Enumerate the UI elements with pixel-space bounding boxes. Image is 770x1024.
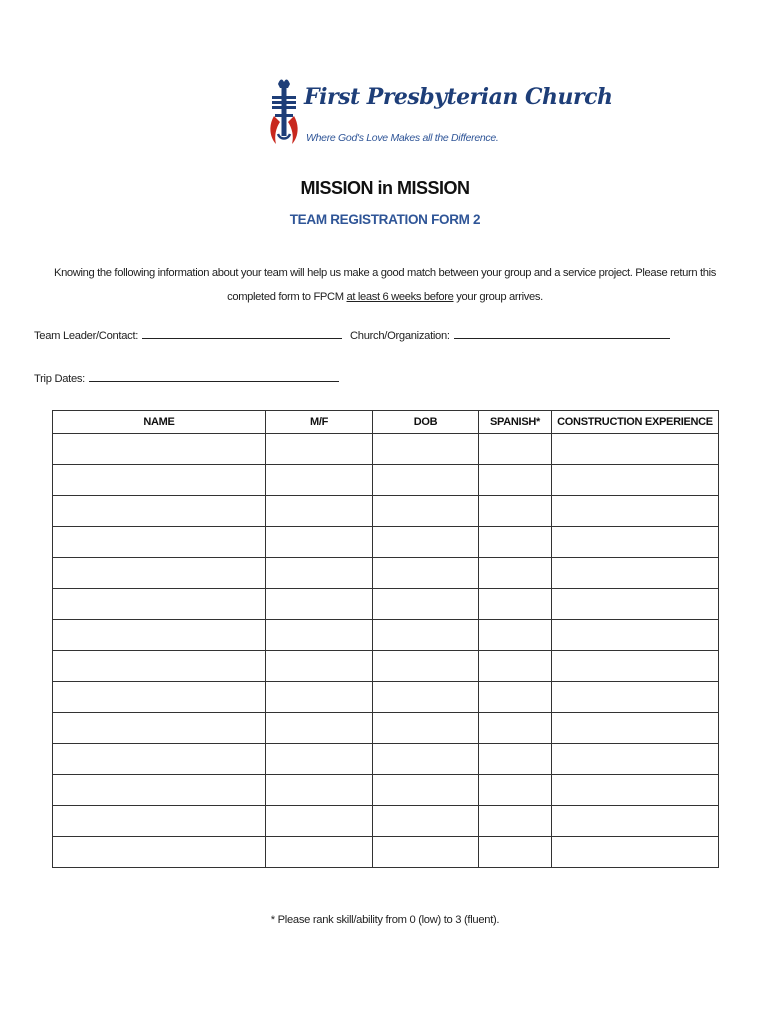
table-row — [53, 775, 719, 806]
table-cell[interactable] — [479, 496, 552, 527]
table-cell[interactable] — [479, 651, 552, 682]
team-leader-field — [34, 328, 342, 342]
table-cell[interactable] — [552, 527, 719, 558]
table-cell[interactable] — [53, 682, 266, 713]
table-cell[interactable] — [373, 837, 479, 868]
logo-church-name: First Presbyterian Church — [304, 84, 613, 110]
table-cell[interactable] — [53, 620, 266, 651]
column-header: M/F — [266, 411, 373, 434]
table-cell[interactable] — [373, 682, 479, 713]
table-cell[interactable] — [479, 620, 552, 651]
table-cell[interactable] — [552, 465, 719, 496]
page-title: MISSION in MISSION — [300, 178, 470, 198]
table-cell[interactable] — [53, 527, 266, 558]
table-cell[interactable] — [373, 434, 479, 465]
logo-tagline: Where God's Love Makes all the Difference. — [306, 132, 499, 144]
table-cell[interactable] — [479, 806, 552, 837]
table-cell[interactable] — [373, 620, 479, 651]
table-row — [53, 465, 719, 496]
table-cell[interactable] — [266, 496, 373, 527]
table-cell[interactable] — [552, 558, 719, 589]
table-row — [53, 837, 719, 868]
table-cell[interactable] — [479, 589, 552, 620]
table-cell[interactable] — [266, 527, 373, 558]
table-cell[interactable] — [53, 434, 266, 465]
table-cell[interactable] — [53, 651, 266, 682]
table-cell[interactable] — [266, 837, 373, 868]
intro-paragraph — [30, 261, 740, 309]
table-row — [53, 589, 719, 620]
table-cell[interactable] — [479, 713, 552, 744]
table-cell[interactable] — [552, 651, 719, 682]
column-header: NAME — [53, 411, 266, 434]
table-cell[interactable] — [266, 620, 373, 651]
church-label: Church/Organization: — [350, 330, 450, 342]
trip-dates-field — [34, 371, 339, 385]
table-cell[interactable] — [479, 775, 552, 806]
team-roster-table — [52, 410, 719, 868]
table-row — [53, 558, 719, 589]
trip-dates-blank[interactable] — [89, 371, 339, 382]
table-cell[interactable] — [53, 713, 266, 744]
table-row — [53, 651, 719, 682]
table-cell[interactable] — [479, 837, 552, 868]
table-row — [53, 744, 719, 775]
table-cell[interactable] — [53, 589, 266, 620]
table-cell[interactable] — [266, 682, 373, 713]
table-cell[interactable] — [552, 806, 719, 837]
table-cell[interactable] — [266, 713, 373, 744]
table-cell[interactable] — [373, 651, 479, 682]
form-subtitle: TEAM REGISTRATION FORM 2 — [289, 212, 481, 227]
church-field — [350, 328, 670, 342]
table-cell[interactable] — [552, 837, 719, 868]
table-cell[interactable] — [53, 806, 266, 837]
intro-text-1: Knowing the following information about your team will help us make a good match between your group and a service project. Please return this completed form to FPCM — [53, 267, 717, 303]
table-cell[interactable] — [266, 558, 373, 589]
table-cell[interactable] — [266, 589, 373, 620]
table-cell[interactable] — [373, 589, 479, 620]
team-leader-label: Team Leader/Contact: — [34, 330, 139, 342]
table-cell[interactable] — [479, 558, 552, 589]
table-cell[interactable] — [552, 434, 719, 465]
table-cell[interactable] — [373, 713, 479, 744]
team-leader-blank[interactable] — [142, 328, 342, 339]
table-cell[interactable] — [552, 620, 719, 651]
table-cell[interactable] — [479, 434, 552, 465]
table-row — [53, 496, 719, 527]
table-cell[interactable] — [53, 558, 266, 589]
table-cell[interactable] — [53, 465, 266, 496]
table-cell[interactable] — [53, 744, 266, 775]
table-cell[interactable] — [266, 651, 373, 682]
table-cell[interactable] — [266, 434, 373, 465]
table-header-row — [53, 411, 719, 434]
spanish-footnote: * Please rank skill/ability from 0 (low) to 3 (fluent). — [270, 914, 500, 926]
table-row — [53, 434, 719, 465]
table-cell[interactable] — [373, 496, 479, 527]
table-row — [53, 682, 719, 713]
table-cell[interactable] — [266, 465, 373, 496]
table-cell[interactable] — [552, 589, 719, 620]
church-logo — [266, 76, 613, 148]
table-cell[interactable] — [552, 775, 719, 806]
table-cell[interactable] — [479, 682, 552, 713]
intro-text-2: your group arrives. — [453, 291, 543, 303]
column-header: SPANISH* — [479, 411, 552, 434]
table-cell[interactable] — [552, 713, 719, 744]
table-cell[interactable] — [266, 744, 373, 775]
table-cell[interactable] — [552, 496, 719, 527]
table-cell[interactable] — [53, 496, 266, 527]
trip-dates-label: Trip Dates: — [34, 373, 85, 385]
table-cell[interactable] — [266, 806, 373, 837]
table-cell[interactable] — [373, 806, 479, 837]
table-cell[interactable] — [479, 527, 552, 558]
table-cell[interactable] — [373, 558, 479, 589]
table-cell[interactable] — [373, 744, 479, 775]
table-row — [53, 527, 719, 558]
presbyterian-seal-icon — [266, 76, 302, 148]
table-row — [53, 713, 719, 744]
table-cell[interactable] — [373, 465, 479, 496]
table-cell[interactable] — [53, 775, 266, 806]
table-cell[interactable] — [373, 775, 479, 806]
column-header: CONSTRUCTION EXPERIENCE — [552, 411, 719, 434]
table-cell[interactable] — [552, 744, 719, 775]
table-cell[interactable] — [266, 775, 373, 806]
table-row — [53, 620, 719, 651]
table-cell[interactable] — [53, 837, 266, 868]
table-row — [53, 806, 719, 837]
table-cell[interactable] — [373, 527, 479, 558]
table-cell[interactable] — [479, 465, 552, 496]
table-cell[interactable] — [479, 744, 552, 775]
table-cell[interactable] — [552, 682, 719, 713]
column-header: DOB — [373, 411, 479, 434]
church-blank[interactable] — [454, 328, 670, 339]
intro-deadline: at least 6 weeks before — [346, 291, 454, 303]
